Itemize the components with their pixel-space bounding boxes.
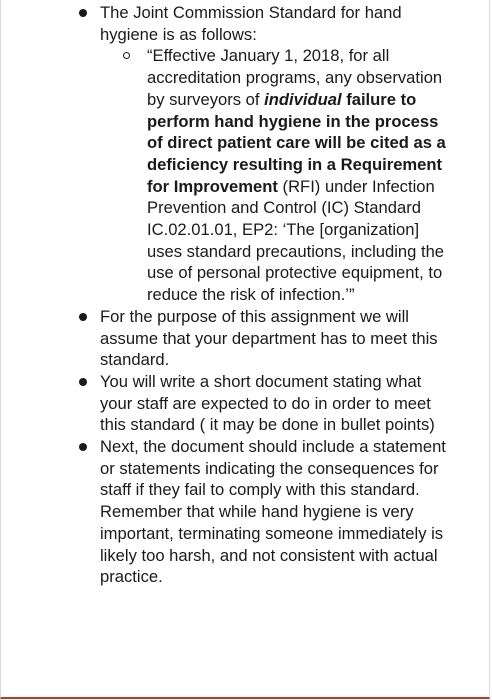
bullet-icon <box>79 443 87 451</box>
quote-emphasis-bold: failure to perform hand hygiene in the process of direct patient care will be cited as a deficiency resulting in a Requirement for Improvement <box>147 89 446 196</box>
bullet-icon <box>79 378 87 386</box>
list-item <box>1 2 490 306</box>
list-item-text: For the purpose of this assignment we will assume that your department has to meet this standard. <box>100 306 438 370</box>
bullet-list <box>1 2 490 588</box>
list-item <box>1 371 490 436</box>
list-item-text: You will write a short document stating what your staff are expected to do in order to meet this standard ( it may be done in bullet points) <box>100 371 435 435</box>
sub-bullet-list <box>100 45 451 305</box>
quote-emphasis-italic: individual <box>264 89 342 109</box>
bullet-icon <box>79 9 87 17</box>
bullet-icon <box>79 313 87 321</box>
quote-text-part: (RFI) under Infection Prevention and Control (IC) Standard IC.02.01.01, EP2: ‘The [organization] uses standard precautions, including the use of personal protective equipment, to reduce the risk of infection.’” <box>147 176 445 305</box>
list-item-text: Next, the document should include a statement or statements indicating the consequences for staff if they fail to comply with this standard. Remember that while hand hygiene is very important, terminating someone immediately is likely too harsh, and not consistent with actual practice. <box>100 437 446 587</box>
list-item <box>1 436 490 588</box>
hollow-bullet-icon <box>123 52 130 59</box>
list-item <box>1 306 490 371</box>
sub-list-item <box>100 45 451 305</box>
quote-text-part: “Effective January 1, 2018, for all accreditation programs, any observation by surveyors of <box>147 46 443 109</box>
list-item-text: The Joint Commission Standard for hand hygiene is as follows: <box>100 3 402 44</box>
